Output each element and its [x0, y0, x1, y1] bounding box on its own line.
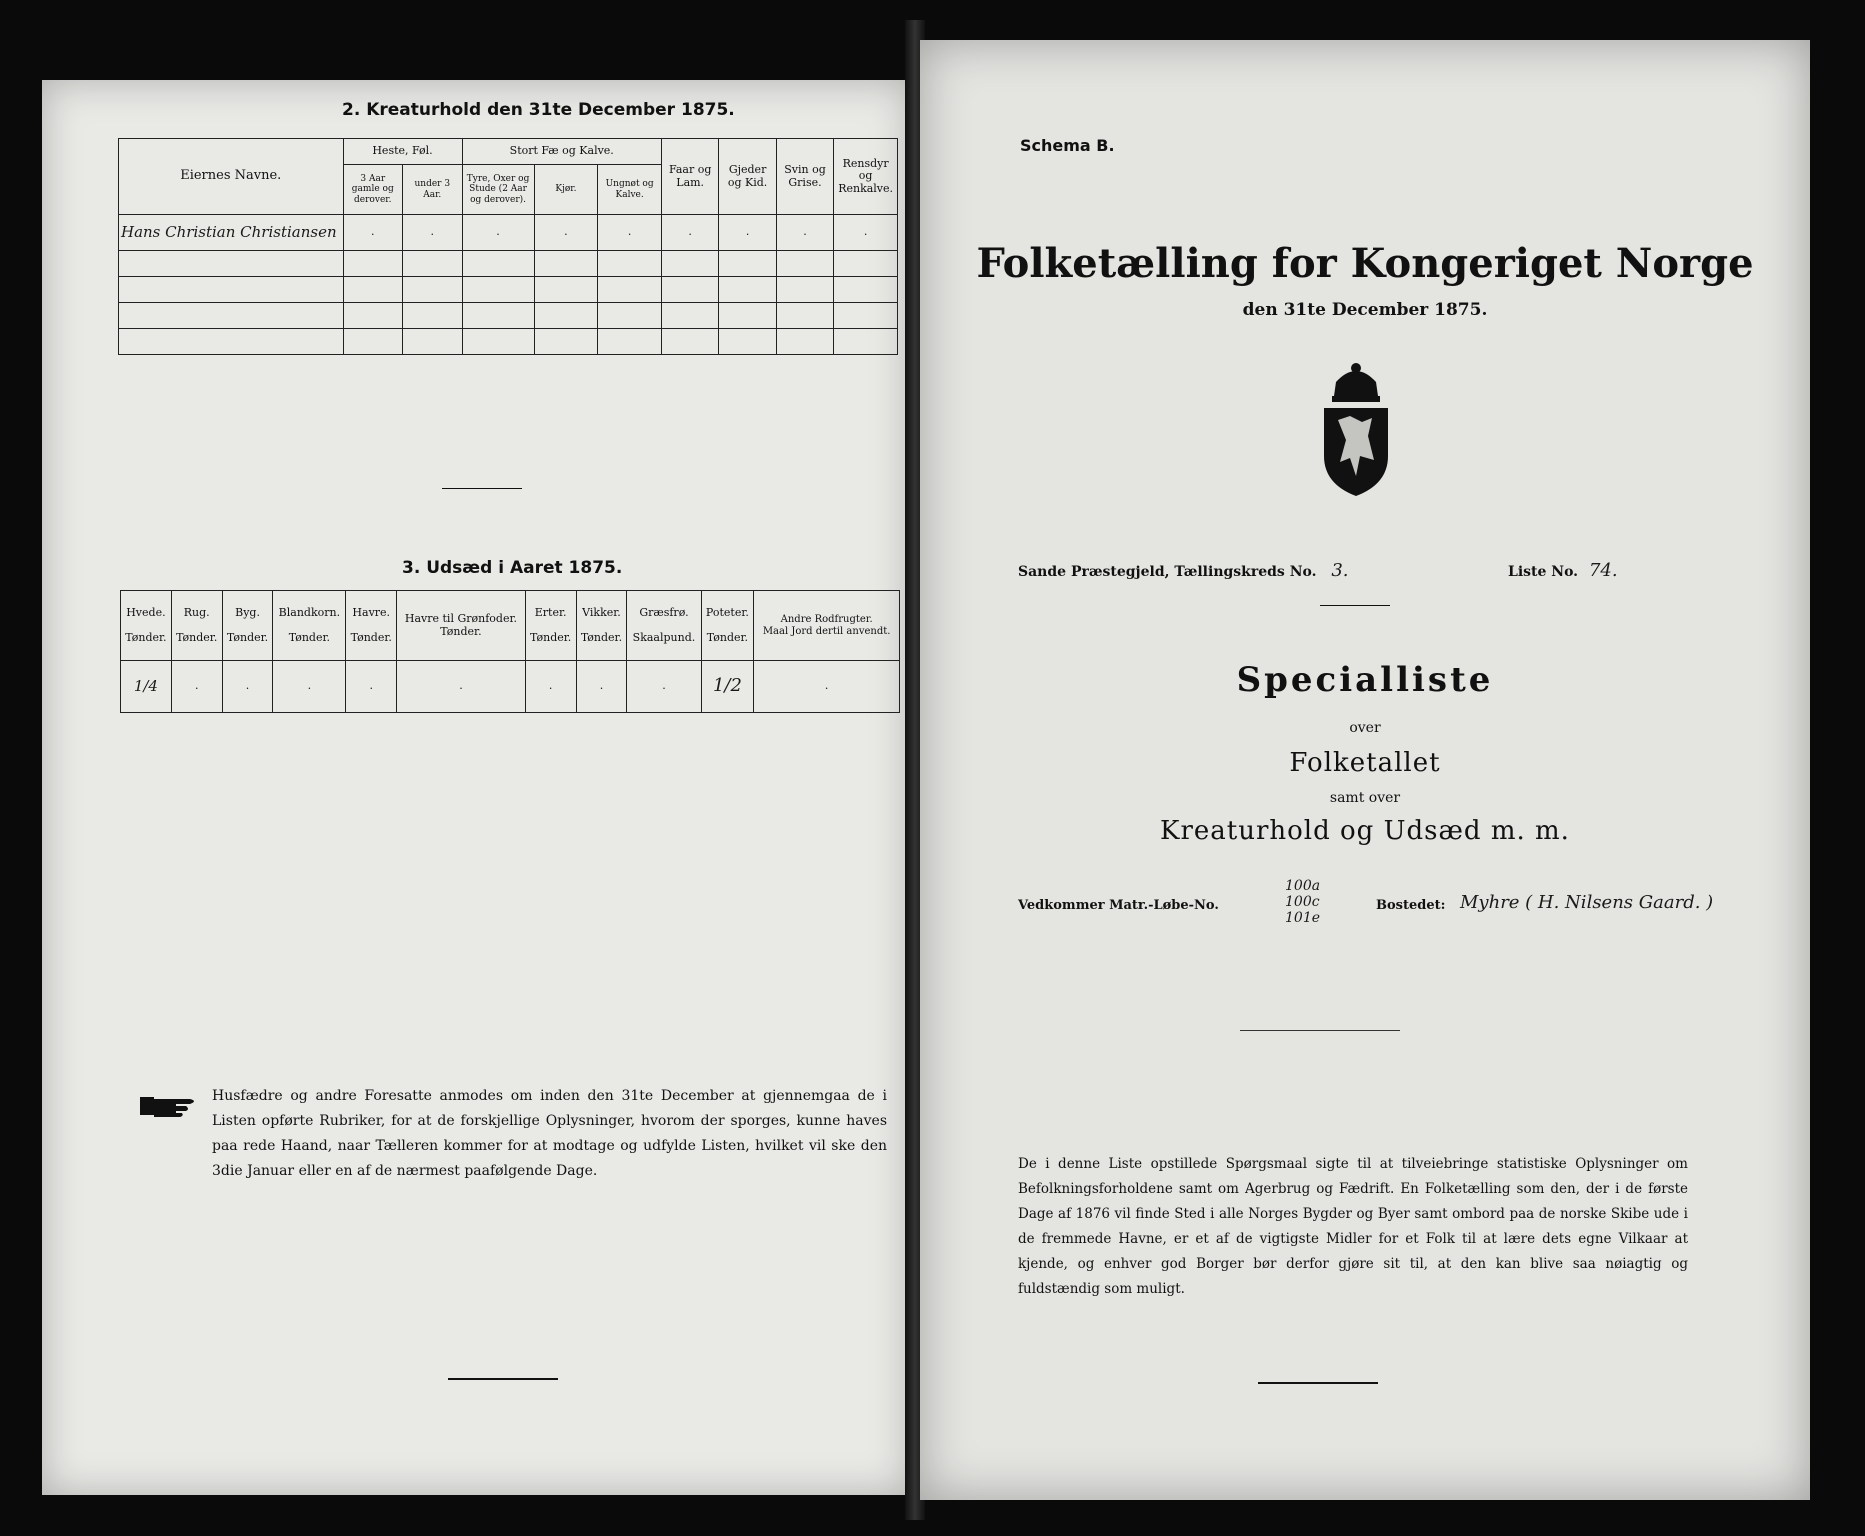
- seed-title: 3. Udsæd i Aaret 1875.: [402, 558, 623, 578]
- table-row: [119, 251, 898, 277]
- parish-label: Præstegjeld,: [1070, 564, 1170, 580]
- livestock-title: 2. Kreaturhold den 31te December 1875.: [342, 100, 735, 120]
- over-text: over: [1349, 720, 1381, 736]
- livestock-table: [118, 138, 898, 355]
- reindeer-header: Rensdyr og Renkalve.: [834, 139, 898, 215]
- cows-header: Kjør.: [534, 165, 598, 215]
- table-row: [119, 329, 898, 355]
- cell: .: [834, 215, 898, 251]
- instructions-notice: Husfædre og andre Foresatte anmodes om inden den 31te December at gjennemgaa de i Listen opførte Rubriker, for at de forskjellige Oplysninger, hvorom der sporges, kunne haves paa rede Haand, naar Tælleren kommer for at modtage og udfylde Listen, hvilket vil ske den 3die Januar eller en af de nærmest paafølgende Dage.: [212, 1088, 887, 1179]
- seed-value: 1/4: [121, 661, 172, 713]
- divider: [442, 488, 522, 489]
- census-date: den 31te December 1875.: [1242, 300, 1488, 320]
- calves-header: Ungnøt og Kalve.: [598, 165, 662, 215]
- seed-value: .: [171, 661, 222, 713]
- list-number: [1508, 560, 1618, 581]
- samt-over-text: samt over: [1329, 790, 1401, 806]
- seed-value: .: [397, 661, 526, 713]
- divider: [1240, 1030, 1400, 1031]
- district-value: 3.: [1331, 560, 1349, 581]
- list-label: Liste No.: [1508, 564, 1579, 580]
- seed-header-vetch: Vikker. Tønder.: [576, 591, 627, 661]
- cell: .: [403, 215, 463, 251]
- owner-name: Hans Christian Christiansen: [121, 222, 337, 241]
- cell: .: [343, 215, 403, 251]
- location-line: [1018, 560, 1349, 581]
- divider: [1320, 605, 1390, 606]
- footer-text: De i denne Liste opstillede Spørgsmaal sigte til at tilveiebringe statistiske Oplysninger om Befolkningsforholdene samt om Agerbrug og Fædrift. En Folketælling som den, der i de første Dage af 1876 vil finde Sted i alle Norges Bygder og Byer samt ombord paa de norske Skibe ude i de fremmede Havne, er et af de vigtigste Midler for et Folk til at lære dets egne Vilkaar at kjende, og enhver god Borger bør derfor gjøre sit til, at den kan blive saa nøiagtig og fuldstændig som muligt.: [1018, 1156, 1688, 1297]
- cell: .: [534, 215, 598, 251]
- seed-value: .: [273, 661, 346, 713]
- bosted-value: Myhre ( H. Nilsens Gaard. ): [1460, 892, 1714, 913]
- left-page: [42, 80, 910, 1495]
- specialliste-heading: Specialliste: [1236, 660, 1494, 700]
- table-row: [119, 277, 898, 303]
- list-value: 74.: [1588, 560, 1618, 581]
- seed-table: [120, 590, 900, 713]
- table-row: [121, 661, 900, 713]
- parish-name: Sande: [1018, 564, 1067, 580]
- seed-value: .: [525, 661, 576, 713]
- sheep-header: Faar og Lam.: [661, 139, 718, 215]
- seed-value: .: [346, 661, 397, 713]
- cattle-header: Stort Fæ og Kalve.: [462, 139, 661, 165]
- divider: [1258, 1382, 1378, 1384]
- seed-value: .: [627, 661, 701, 713]
- bosted-label: Bostedet:: [1376, 898, 1446, 913]
- seed-header-oats: Havre. Tønder.: [346, 591, 397, 661]
- horses-young-header: under 3 Aar.: [403, 165, 463, 215]
- seed-header-barley: Byg. Tønder.: [222, 591, 273, 661]
- bulls-header: Tyre, Oxer og Stude (2 Aar og derover).: [462, 165, 534, 215]
- table-row: [119, 303, 898, 329]
- seed-value: .: [754, 661, 900, 713]
- cell: .: [776, 215, 833, 251]
- table-row: [119, 215, 898, 251]
- right-page: [920, 40, 1810, 1500]
- seed-header-wheat: Hvede. Tønder.: [121, 591, 172, 661]
- seed-header-rye: Rug. Tønder.: [171, 591, 222, 661]
- seed-value: .: [576, 661, 627, 713]
- seed-header-peas: Erter. Tønder.: [525, 591, 576, 661]
- cell: .: [462, 215, 534, 251]
- seed-header-roots: Andre Rodfrugter. Maal Jord dertil anvendt.: [754, 591, 900, 661]
- seed-header-grass: Græsfrø. Skaalpund.: [627, 591, 701, 661]
- cell: .: [661, 215, 718, 251]
- owner-header: Eiernes Navne.: [119, 139, 344, 215]
- seed-header-green-oats: Havre til Grønfoder. Tønder.: [397, 591, 526, 661]
- census-title: Folketælling for Kongeriget Norge: [976, 240, 1754, 287]
- divider: [448, 1378, 558, 1380]
- folketallet-heading: Folketallet: [1289, 748, 1441, 778]
- seed-header-mixed: Blandkorn. Tønder.: [273, 591, 346, 661]
- district-label: Tællingskreds No.: [1174, 564, 1317, 580]
- kreaturhold-heading: Kreaturhold og Udsæd m. m.: [1160, 816, 1570, 846]
- goats-header: Gjeder og Kid.: [719, 139, 776, 215]
- horses-header: Heste, Føl.: [343, 139, 462, 165]
- cell: .: [598, 215, 662, 251]
- seed-header-potatoes: Poteter. Tønder.: [701, 591, 754, 661]
- matr-label: Vedkommer Matr.-Løbe-No.: [1018, 898, 1219, 913]
- pigs-header: Svin og Grise.: [776, 139, 833, 215]
- seed-value: .: [222, 661, 273, 713]
- seed-value: 1/2: [701, 661, 754, 713]
- schema-label: Schema B.: [1020, 136, 1115, 155]
- matr-values: 100a 100c 101e: [1285, 878, 1321, 926]
- pointing-hand-icon: [140, 1093, 200, 1123]
- horses-old-header: 3 Aar gamle og derover.: [343, 165, 403, 215]
- cell: .: [719, 215, 776, 251]
- coat-of-arms-icon: [1316, 360, 1396, 504]
